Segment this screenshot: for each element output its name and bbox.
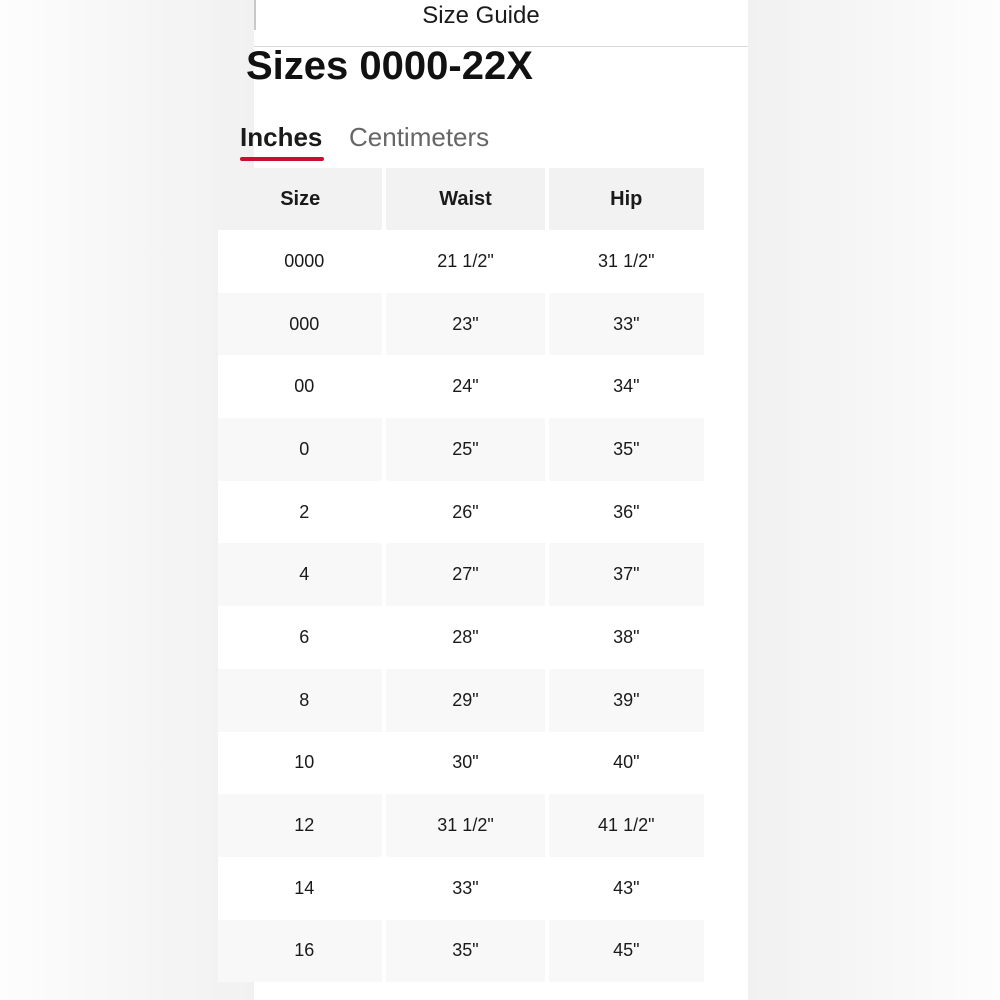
page-heading: Sizes 0000-22X — [246, 44, 533, 88]
table-row — [218, 543, 704, 606]
size-cell: 00 — [218, 355, 382, 418]
size-cell: 12 — [218, 794, 382, 857]
waist-cell: 29" — [386, 669, 544, 732]
hip-cell: 33" — [549, 293, 704, 356]
hip-cell: 40" — [549, 732, 704, 795]
tab-centimeters[interactable]: Centimeters — [349, 122, 490, 152]
hip-cell: 41 1/2" — [549, 794, 704, 857]
waist-cell: 23" — [386, 293, 544, 356]
table-row — [218, 481, 704, 544]
size-cell: 4 — [218, 543, 382, 606]
unit-tabs — [240, 122, 748, 164]
column-header-waist: Waist — [386, 168, 544, 230]
modal-header — [254, 0, 748, 47]
size-cell: 2 — [218, 481, 382, 544]
table-row — [218, 355, 704, 418]
size-cell: 14 — [218, 857, 382, 920]
hip-cell: 36" — [549, 481, 704, 544]
size-cell: 16 — [218, 920, 382, 983]
hip-cell: 31 1/2" — [549, 230, 704, 293]
waist-cell: 25" — [386, 418, 544, 481]
waist-cell: 21 1/2" — [386, 230, 544, 293]
size-cell: 8 — [218, 669, 382, 732]
table-row — [218, 857, 704, 920]
table-row — [218, 794, 704, 857]
waist-cell: 26" — [386, 481, 544, 544]
table-row — [218, 732, 704, 795]
waist-cell: 28" — [386, 606, 544, 669]
table-body — [218, 230, 704, 982]
hip-cell: 35" — [549, 418, 704, 481]
waist-cell: 33" — [386, 857, 544, 920]
waist-cell: 35" — [386, 920, 544, 983]
column-header-hip: Hip — [549, 168, 704, 230]
tab-inches[interactable]: Inches — [240, 122, 322, 159]
table-row — [218, 606, 704, 669]
table-row — [218, 293, 704, 356]
waist-cell: 24" — [386, 355, 544, 418]
column-header-size: Size — [218, 168, 382, 230]
modal-title: Size Guide — [422, 2, 540, 29]
hip-cell: 39" — [549, 669, 704, 732]
size-cell: 6 — [218, 606, 382, 669]
hip-cell: 38" — [549, 606, 704, 669]
table-row — [218, 418, 704, 481]
table-row — [218, 230, 704, 293]
size-cell: 10 — [218, 732, 382, 795]
table-row — [218, 669, 704, 732]
table-row — [218, 920, 704, 983]
size-guide-panel — [240, 0, 748, 1000]
size-cell: 0 — [218, 418, 382, 481]
waist-cell: 31 1/2" — [386, 794, 544, 857]
hip-cell: 43" — [549, 857, 704, 920]
hip-cell: 45" — [549, 920, 704, 983]
background-blur-right — [748, 0, 1000, 1000]
waist-cell: 30" — [386, 732, 544, 795]
waist-cell: 27" — [386, 543, 544, 606]
size-cell: 0000 — [218, 230, 382, 293]
hip-cell: 34" — [549, 355, 704, 418]
hip-cell: 37" — [549, 543, 704, 606]
size-cell: 000 — [218, 293, 382, 356]
table-header-row — [218, 168, 704, 230]
size-chart-table — [214, 168, 708, 982]
